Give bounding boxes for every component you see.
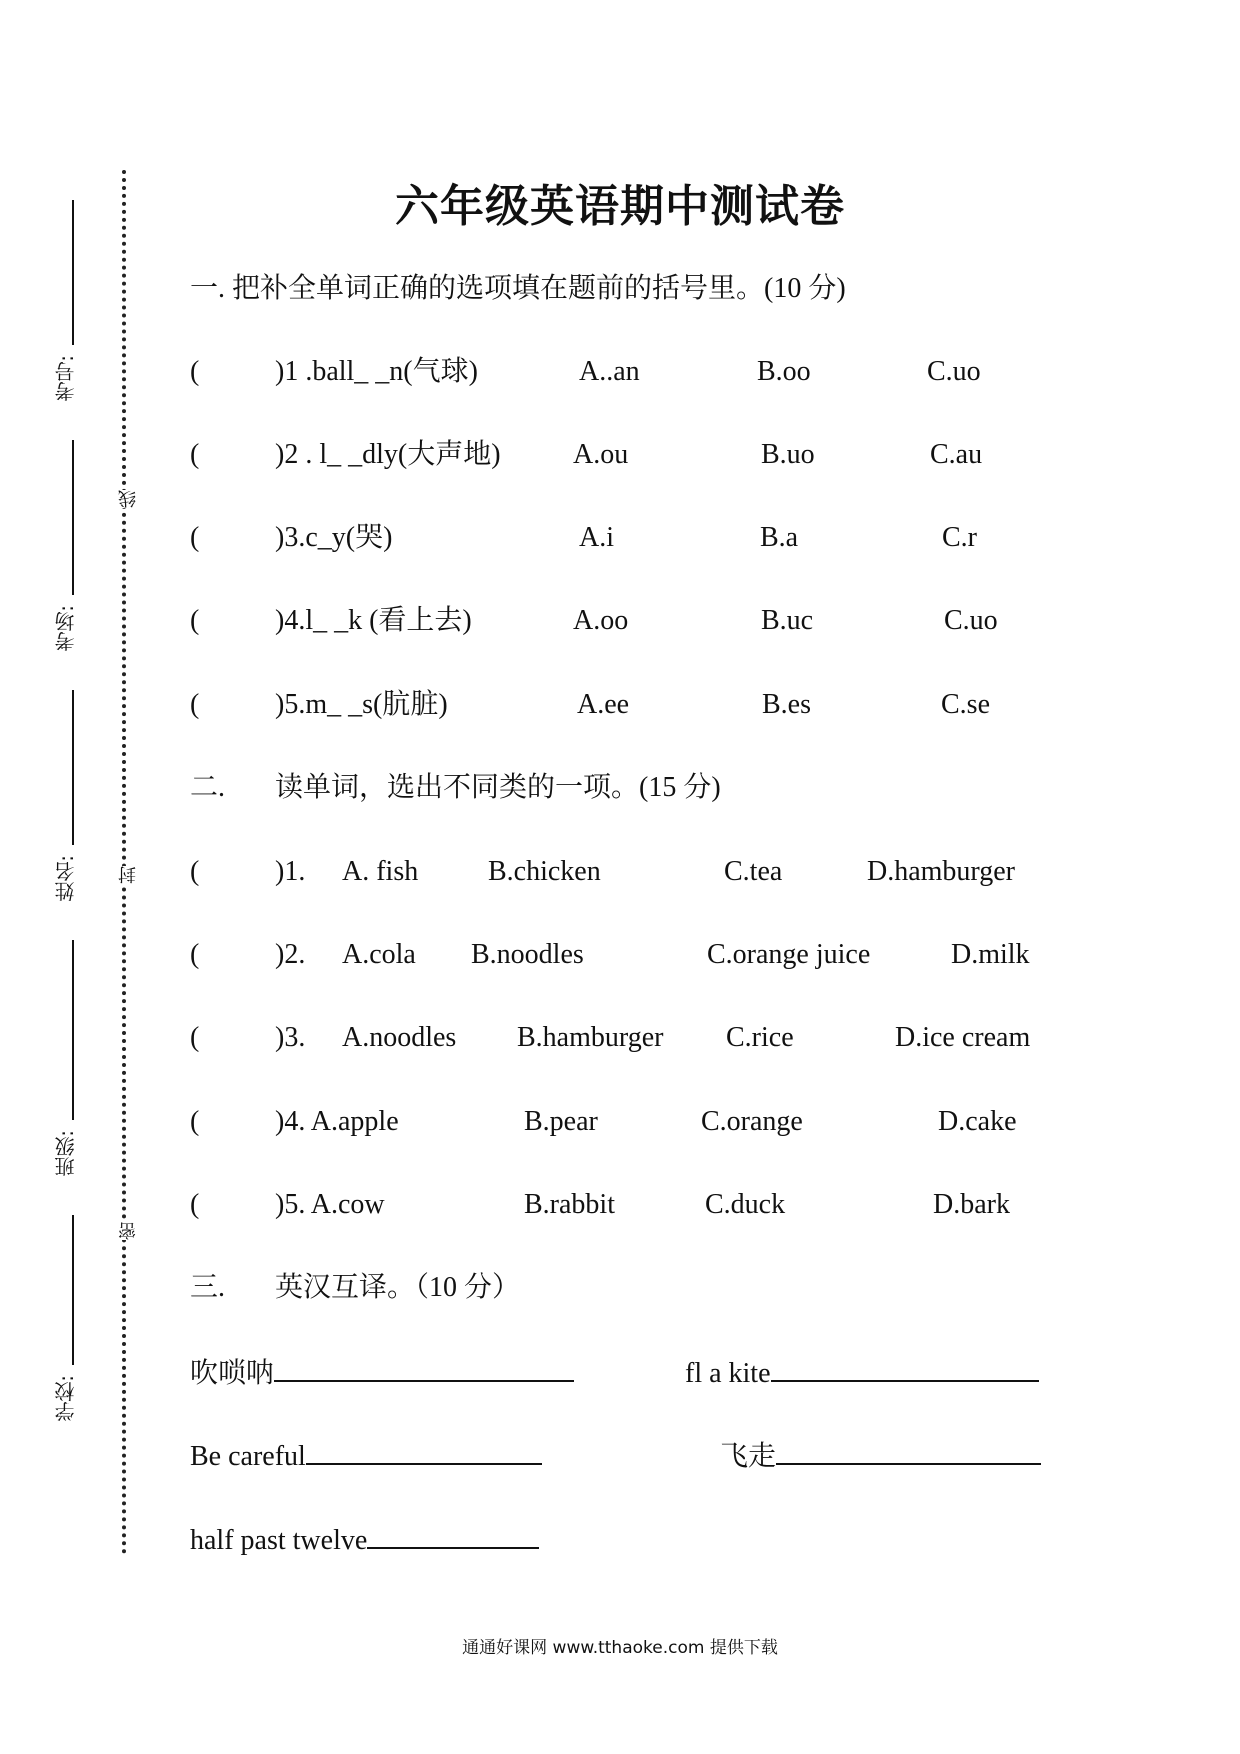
answer-paren[interactable]: (	[190, 439, 200, 470]
seal-mark-seal: 封	[118, 866, 142, 884]
answer-paren[interactable]: (	[190, 1022, 200, 1053]
item-stem: )4.l_ _k (看上去)	[275, 605, 472, 636]
answer-paren[interactable]: (	[190, 605, 200, 636]
option-d: D.cake	[938, 1106, 1017, 1137]
item-stem: )2 . l_ _dly(大声地)	[275, 439, 501, 470]
item-stem: )2.	[275, 939, 306, 970]
field-line	[72, 940, 74, 1120]
footer-source: 通通好课网 www.tthaoke.com 提供下载	[462, 1638, 778, 1658]
option-a: A.i	[579, 522, 614, 553]
option-b: B.pear	[524, 1106, 598, 1137]
option-b: B.hamburger	[517, 1022, 664, 1053]
section2-heading	[190, 771, 721, 805]
option-b: B.chicken	[488, 856, 601, 887]
translation-prompt: 飞走	[720, 1441, 777, 1472]
item-stem: )4. A.apple	[275, 1106, 399, 1137]
option-b: B.uc	[761, 605, 814, 636]
option-c: C.orange	[701, 1106, 803, 1137]
field-line	[72, 690, 74, 845]
field-line	[72, 440, 74, 595]
section2-number: 二.	[190, 772, 226, 803]
answer-blank[interactable]	[306, 1437, 542, 1465]
option-a: A.cola	[342, 939, 416, 970]
option-c: C.uo	[927, 356, 981, 387]
option-c: C.duck	[705, 1189, 786, 1220]
option-b: B.rabbit	[524, 1189, 615, 1220]
seal-dotted-line	[122, 170, 126, 1555]
answer-blank[interactable]	[367, 1521, 539, 1549]
answer-paren[interactable]: (	[190, 1189, 200, 1220]
field-label-exam-number: 考号:	[54, 355, 78, 402]
item-stem: )5. A.cow	[275, 1189, 385, 1220]
answer-paren[interactable]: (	[190, 939, 200, 970]
section3-number: 三.	[190, 1272, 226, 1303]
section1-heading: 一. 把补全单词正确的选项填在题前的括号里。(10 分)	[190, 273, 846, 304]
item-stem: )3.c_y(哭)	[275, 522, 393, 553]
option-a: A..an	[579, 356, 640, 387]
item-stem: )1 .ball_ _n(气球)	[275, 356, 478, 387]
field-label-class: 班级:	[54, 1130, 78, 1177]
option-c: C.se	[941, 689, 990, 720]
item-stem: )1.	[275, 856, 306, 887]
section3-heading-text: 英汉互译。（10 分）	[275, 1272, 521, 1303]
section2-heading-text: 读单词，选出不同类的一项。(15 分)	[275, 772, 721, 803]
option-a: A.oo	[573, 605, 629, 636]
option-c: C.orange juice	[707, 939, 871, 970]
field-label-school: 学校:	[54, 1375, 78, 1422]
option-b: B.noodles	[471, 939, 584, 970]
option-b: B.a	[760, 522, 799, 553]
translation-item	[720, 1437, 1041, 1474]
answer-paren[interactable]: (	[190, 356, 200, 387]
option-c: C.au	[930, 439, 983, 470]
translation-prompt: half past twelve	[190, 1525, 368, 1556]
translation-prompt: fl a kite	[685, 1358, 771, 1389]
answer-paren[interactable]: (	[190, 689, 200, 720]
option-d: D.ice cream	[895, 1022, 1031, 1053]
answer-blank[interactable]	[771, 1354, 1039, 1382]
section3-heading	[190, 1271, 520, 1305]
option-b: B.uo	[761, 439, 815, 470]
option-c: C.rice	[726, 1022, 794, 1053]
translation-item	[190, 1521, 539, 1558]
translation-item	[685, 1354, 1039, 1391]
field-line	[72, 1215, 74, 1365]
item-stem: )3.	[275, 1022, 306, 1053]
option-b: B.oo	[757, 356, 811, 387]
option-a: A. fish	[342, 856, 419, 887]
item-stem: )5.m_ _s(肮脏)	[275, 689, 448, 720]
option-c: C.r	[942, 522, 977, 553]
answer-paren[interactable]: (	[190, 856, 200, 887]
answer-blank[interactable]	[776, 1437, 1041, 1465]
answer-blank[interactable]	[274, 1354, 574, 1382]
option-a: A.ou	[573, 439, 629, 470]
option-b: B.es	[762, 689, 811, 720]
page-title: 六年级英语期中测试卷	[395, 181, 845, 232]
field-label-exam-room: 考场:	[54, 605, 78, 652]
field-label-name: 姓名:	[54, 855, 78, 902]
answer-paren[interactable]: (	[190, 522, 200, 553]
option-d: D.milk	[951, 939, 1030, 970]
seal-mark-secret: 密	[118, 1222, 142, 1240]
answer-paren[interactable]: (	[190, 1106, 200, 1137]
option-d: D.hamburger	[867, 856, 1015, 887]
option-a: A.noodles	[342, 1022, 457, 1053]
option-c: C.uo	[944, 605, 998, 636]
option-a: A.ee	[577, 689, 630, 720]
translation-prompt: Be careful	[190, 1441, 306, 1472]
translation-item	[190, 1437, 542, 1474]
option-c: C.tea	[724, 856, 783, 887]
translation-item	[190, 1354, 574, 1391]
option-d: D.bark	[933, 1189, 1010, 1220]
translation-prompt: 吹唢呐	[190, 1358, 275, 1389]
seal-mark-line: 线	[118, 490, 142, 508]
